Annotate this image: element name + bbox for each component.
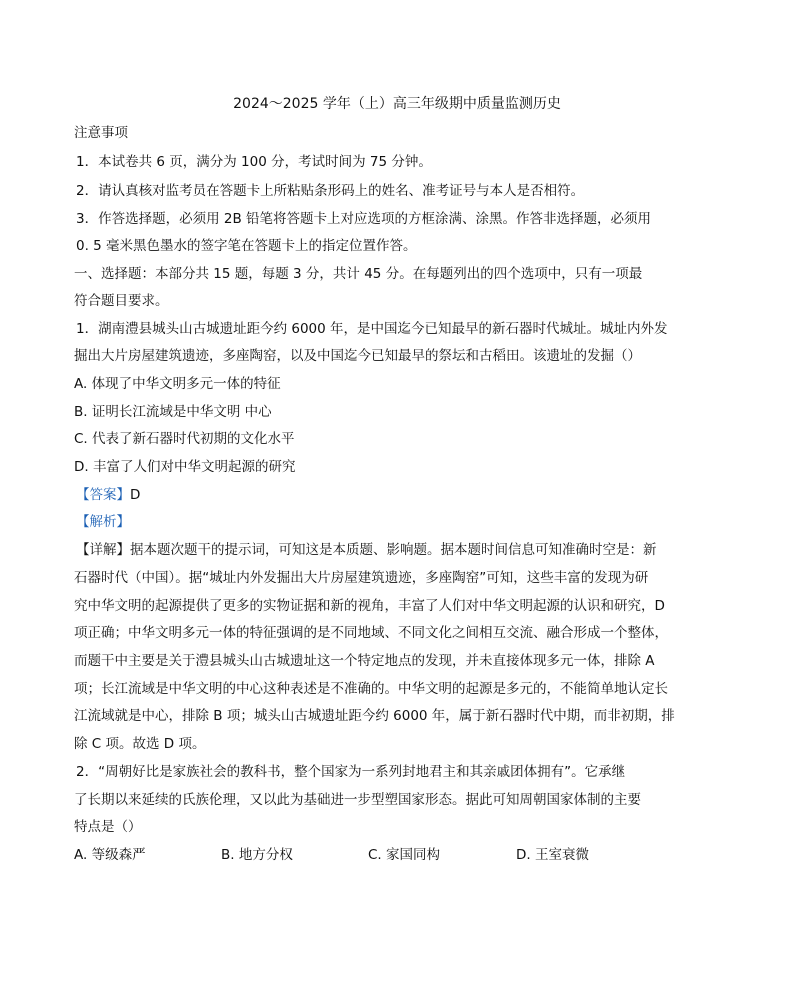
q1-detail-line-4: 项正确；中华文明多元一体的特征强调的是不同地域、不同文化之间相互交流、融合形成一个整体，: [74, 625, 668, 641]
q1-stem-line-2: 掘出大片房屋建筑遗迹，多座陶窑，以及中国迄今已知最早的祭坛和古稻田。该遗址的发掘（）: [74, 348, 641, 364]
q1-stem-line-1: 1．湖南澧县城头山古城遗址距今约 6000 年，是中国迄今已知最早的新石器时代城址。城址内外发: [76, 321, 668, 337]
q2-stem-line-3: 特点是（）: [74, 819, 142, 835]
q2-option-d: D. 王室衰微: [516, 847, 589, 863]
q1-detail-line-2: 石器时代（中国）。据“城址内外发掘出大片房屋建筑遗迹，多座陶窑”可知，这些丰富的发现为研: [74, 570, 649, 586]
q2-option-b: B. 地方分权: [221, 847, 293, 863]
analysis-label: 【解析】: [76, 514, 130, 530]
answer-value: D: [130, 487, 141, 503]
notice-item-3: 3．作答选择题，必须用 2B 铅笔将答题卡上对应选项的方框涂满、涂黑。作答非选择题，必须用: [76, 211, 652, 227]
q2-option-c: C. 家国同构: [368, 847, 441, 863]
notice-item-3-cont: 0. 5 毫米黑色墨水的签字笔在答题卡上的指定位置作答。: [76, 238, 417, 254]
q1-option-a: A. 体现了中华文明多元一体的特征: [74, 376, 281, 392]
q1-detail-line-3: 究中华文明的起源提供了更多的实物证据和新的视角，丰富了人们对中华文明起源的认识和研究，D: [74, 598, 665, 614]
notice-item-1: 1．本试卷共 6 页，满分为 100 分，考试时间为 75 分钟。: [76, 154, 432, 170]
notice-item-2: 2．请认真核对监考员在答题卡上所粘贴条形码上的姓名、准考证号与本人是否相符。: [76, 183, 585, 199]
q1-detail-line-1: 【详解】据本题次题干的提示词，可知这是本质题、影响题。据本题时间信息可知准确时空是：新: [76, 542, 657, 558]
q1-option-b: B. 证明长江流域是中华文明 中心: [74, 404, 272, 420]
section-instruction: 一、选择题：本部分共 15 题，每题 3 分，共计 45 分。在每题列出的四个选项中，只有一项最: [74, 266, 643, 282]
section-instruction-cont: 符合题目要求。: [74, 293, 169, 309]
page-title: 2024～2025 学年（上）高三年级期中质量监测历史: [233, 96, 561, 112]
q1-detail-line-7: 江流域就是中心，排除 B 项；城头山古城遗址距今约 6000 年，属于新石器时代中期，而非初期，排: [74, 708, 675, 724]
q1-option-c: C. 代表了新石器时代初期的文化水平: [74, 431, 295, 447]
q1-option-d: D. 丰富了人们对中华文明起源的研究: [74, 459, 296, 475]
q2-stem-line-2: 了长期以来延续的氏族伦理，又以此为基础进一步型塑国家形态。据此可知周朝国家体制的主要: [74, 792, 641, 808]
q2-option-a: A. 等级森严: [74, 847, 146, 863]
q1-detail-line-5: 而题干中主要是关于澧县城头山古城遗址这一个特定地点的发现，并未直接体现多元一体，排除 A: [74, 653, 655, 669]
q1-answer: [76, 486, 726, 504]
notice-heading: 注意事项: [74, 125, 128, 141]
q1-detail-line-6: 项；长江流域是中华文明的中心这种表述是不准确的。中华文明的起源是多元的，不能简单地认定长: [74, 681, 668, 697]
answer-label: 【答案】: [76, 487, 130, 503]
q1-detail-line-8: 除 C 项。故选 D 项。: [74, 736, 206, 752]
q2-stem-line-1: 2．“周朝好比是家族社会的教科书，整个国家为一系列封地君主和其亲戚团体拥有”。它承继: [76, 764, 626, 780]
